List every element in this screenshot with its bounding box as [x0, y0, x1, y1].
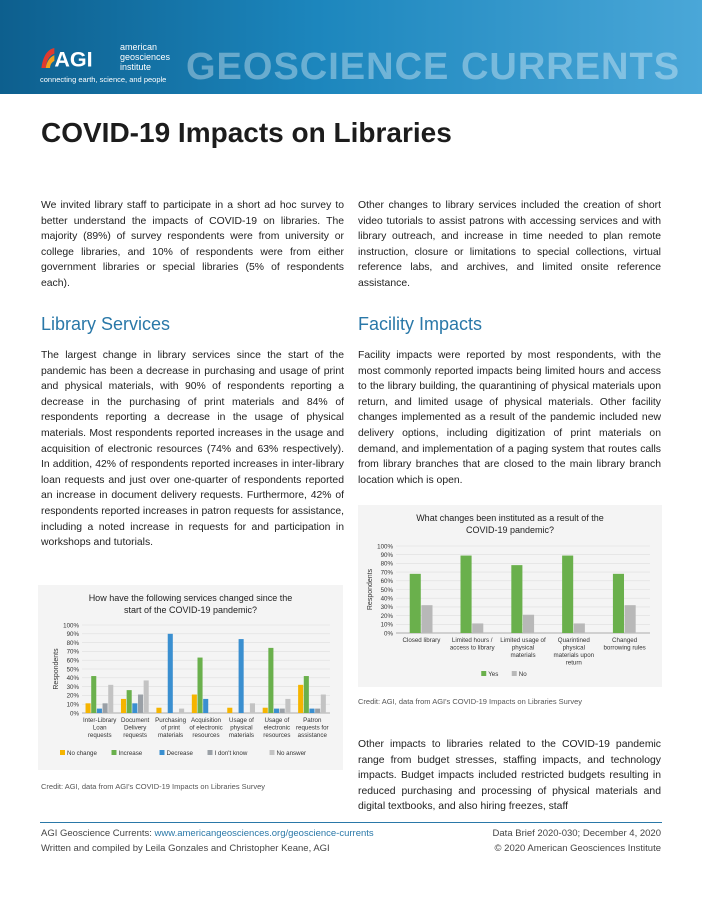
x-tick-label: materials — [510, 652, 536, 659]
series-title: GEOSCIENCE CURRENTS — [186, 46, 681, 88]
bar — [298, 685, 303, 713]
x-tick-label: Patron — [303, 717, 322, 724]
bar — [562, 556, 573, 633]
bar — [304, 676, 309, 713]
x-tick-label: materials upon — [553, 652, 595, 659]
footer-left — [41, 826, 374, 856]
footer-authors: Written and compiled by Leila Gonzales and Christopher Keane, AGI — [41, 843, 330, 854]
x-tick-label: return — [565, 659, 582, 667]
footer-brief: Data Brief 2020-030; December 4, 2020 — [492, 828, 661, 839]
legend-swatch — [481, 671, 486, 676]
legend-label: No answer — [276, 750, 307, 757]
x-tick-label: Limited usage of — [500, 637, 546, 644]
bar — [179, 709, 184, 713]
footer-right — [493, 826, 661, 856]
library-services-paragraph: The largest change in library services since the start of the pandemic has been a decrease in purchasing and usage of print and physical materials, with 90% of respondents reporting a decrease in the purchasing of print materials and 84% of respondents reporting a decrease in the usage of physical materials. Most respondents reported increases in the usage and acquisition of electronic resources (74% and 63% respectively). In addition, 42% of respondents reported increases in inter-library loan requests and just over one-quarter of respondents reported an increase in document delivery requests. Furthermore, 42% of respondents reported increases in patron requests for assistance, including a noted increase in requests for and participation in workshops and tutorials. — [41, 350, 344, 549]
y-tick-label: 100% — [63, 622, 79, 630]
footer-rule — [40, 822, 662, 823]
bar — [103, 703, 108, 713]
y-tick-label: 0% — [70, 710, 79, 718]
agi-logo-mark — [40, 42, 96, 74]
facility-changes-chart — [358, 505, 662, 687]
facility-impacts-heading: Facility Impacts — [358, 314, 483, 334]
bar — [127, 690, 132, 713]
x-tick-label: access to library — [449, 644, 495, 652]
x-tick-label: Purchasing — [155, 717, 187, 724]
legend-label: Decrease — [166, 750, 193, 757]
y-tick-label: 90% — [380, 552, 393, 559]
x-tick-label: materials — [228, 732, 254, 739]
y-tick-label: 50% — [380, 586, 393, 594]
logo-letters: AGI — [54, 47, 93, 72]
footer-copyright: © 2020 American Geosciences Institute — [494, 843, 661, 854]
legend-swatch — [270, 750, 275, 755]
y-tick-label: 20% — [380, 612, 393, 620]
bar — [192, 695, 197, 713]
bar — [197, 658, 202, 713]
y-tick-label: 80% — [66, 639, 79, 647]
legend-swatch — [60, 750, 65, 755]
bar — [203, 699, 208, 713]
x-tick-label: physical — [562, 644, 585, 652]
y-tick-label: 20% — [66, 692, 79, 700]
bar — [472, 623, 483, 633]
y-tick-label: 30% — [66, 683, 79, 691]
footer-series-label: AGI Geoscience Currents: — [41, 828, 152, 839]
x-tick-label: Usage of — [229, 717, 254, 724]
other-impacts-paragraph: Other impacts to libraries related to the COVID-19 pandemic range from budget stresses, staffing impacts, and technology impacts. Budget impacts included restricted budgets resulting in reduced purchasing and processing of physical materials and digital textbooks, and also hiring freezes, staff — [358, 739, 661, 813]
x-tick-label: assistance — [297, 732, 327, 739]
x-tick-label: requests for — [295, 724, 329, 732]
bar — [613, 574, 624, 633]
legend-label: Yes — [488, 671, 499, 678]
x-tick-label: of print — [161, 724, 181, 732]
x-tick-label: Document — [121, 717, 150, 724]
bar — [227, 708, 232, 713]
y-axis-label: Respondents — [367, 568, 374, 611]
facility-changes-plot — [358, 505, 662, 687]
facility-impacts-paragraph: Facility impacts were reported by most respondents, with the most commonly reported impacts being limited hours and access to the library building, the quarantining of physical materials upon return, and limited usage of physical materials. Other facility changes implemented as a result of the pandemic included new delivery options, including digitization of print materials on demand, and implementation of a paging system that routes calls from library branches that are closed to the main library branch location which is open. — [358, 350, 661, 486]
x-tick-label: Quarintined — [557, 637, 590, 644]
legend-swatch — [208, 750, 213, 755]
y-tick-label: 0% — [384, 630, 393, 638]
bar — [523, 615, 534, 633]
bar — [121, 699, 126, 713]
x-tick-label: materials — [158, 732, 184, 739]
bar — [132, 703, 137, 713]
bar — [97, 709, 102, 713]
bar — [321, 695, 326, 713]
y-axis-label: Respondents — [53, 648, 60, 690]
bar — [263, 708, 268, 713]
x-tick-label: Limited hours / — [451, 637, 493, 644]
services-change-chart — [38, 585, 343, 770]
bar — [268, 648, 273, 713]
bar — [285, 699, 290, 713]
x-tick-label: physical — [511, 644, 535, 652]
x-tick-label: resources — [263, 732, 291, 739]
chart-credit: Credit: AGI, data from AGI's COVID-19 Impacts on Libraries Survey — [41, 782, 266, 791]
logo-tagline: connecting earth, science, and people — [40, 75, 167, 84]
bar — [91, 676, 96, 713]
footer-url-link[interactable]: www.americangeosciences.org/geoscience-currents — [154, 828, 374, 839]
y-tick-label: 100% — [377, 543, 393, 551]
y-tick-label: 40% — [380, 595, 393, 603]
legend-swatch — [512, 671, 517, 676]
bar — [280, 709, 285, 713]
y-tick-label: 60% — [380, 578, 393, 586]
y-tick-label: 10% — [380, 621, 393, 629]
bar — [239, 639, 244, 713]
library-services-heading: Library Services — [41, 314, 171, 334]
header-banner — [0, 0, 702, 94]
y-tick-label: 40% — [66, 675, 79, 683]
bar — [511, 565, 522, 633]
y-tick-label: 30% — [380, 604, 393, 612]
legend-label: I don't know — [214, 750, 248, 757]
bar — [156, 708, 161, 713]
legend-swatch — [112, 750, 117, 755]
x-tick-label: Acquisition — [191, 717, 221, 724]
logo-institute-name: american geosciences institute — [120, 42, 171, 72]
legend-label: Increase — [118, 750, 143, 757]
x-tick-label: resources — [192, 732, 220, 739]
legend-label: No — [518, 671, 527, 678]
x-tick-label: electronic — [263, 724, 291, 732]
bar — [86, 703, 91, 713]
intro-paragraph: We invited library staff to participate in a short ad hoc survey to better understand the impacts of COVID-19 on libraries. The majority (89%) of survey respondents were from university or college libraries, and 10% of respondents were from either government libraries or special libraries (5% of respondents each). — [41, 200, 344, 289]
x-tick-label: Closed library — [402, 637, 441, 644]
bar — [421, 605, 432, 633]
services-change-plot — [38, 585, 343, 770]
x-tick-label: requests — [87, 732, 112, 739]
x-tick-label: Inter-Library — [83, 717, 117, 724]
chart-title: What changes been instituted as a result of the COVID-19 pandemic? — [416, 513, 604, 535]
y-tick-label: 50% — [66, 666, 79, 674]
x-tick-label: requests — [123, 732, 148, 739]
legend-label: No change — [67, 750, 97, 757]
y-tick-label: 10% — [66, 701, 79, 709]
x-tick-label: Delivery — [123, 724, 147, 732]
bar — [138, 695, 143, 713]
bar — [144, 680, 149, 713]
bar — [309, 709, 314, 713]
bar — [315, 709, 320, 713]
legend-swatch — [160, 750, 165, 755]
page-title: COVID-19 Impacts on Libraries — [41, 117, 452, 148]
x-tick-label: borrowing rules — [603, 644, 646, 652]
x-tick-label: physical — [230, 724, 253, 732]
chart-credit: Credit: AGI, data from AGI's COVID-19 Impacts on Libraries Survey — [358, 697, 583, 706]
bar — [250, 703, 255, 713]
bar — [108, 685, 113, 713]
x-tick-label: Usage of — [264, 717, 290, 724]
x-tick-label: Changed — [612, 637, 638, 644]
bar — [574, 623, 585, 633]
y-tick-label: 70% — [380, 569, 393, 577]
x-tick-label: Loan — [92, 724, 107, 732]
bar — [461, 556, 472, 633]
bar — [625, 605, 636, 633]
bar — [274, 709, 279, 713]
chart-title: How have the following services changed since the start of the COVID-19 pandemic? — [88, 593, 293, 615]
x-tick-label: of electronic — [189, 724, 223, 732]
y-tick-label: 60% — [66, 657, 79, 665]
y-tick-label: 70% — [66, 648, 79, 656]
bar — [168, 634, 173, 713]
y-tick-label: 90% — [66, 631, 79, 639]
services-changes-paragraph: Other changes to library services included the creation of short video tutorials to assist patrons with accessing services and with library outreach, and increase in time needed to plan remote instruction, closure or limitations to special collections, virtual reference labs, and archives, and limited onsite reference assistance. — [358, 200, 661, 289]
agi-logo[interactable] — [40, 42, 170, 84]
bar — [410, 574, 421, 633]
y-tick-label: 80% — [380, 560, 393, 568]
